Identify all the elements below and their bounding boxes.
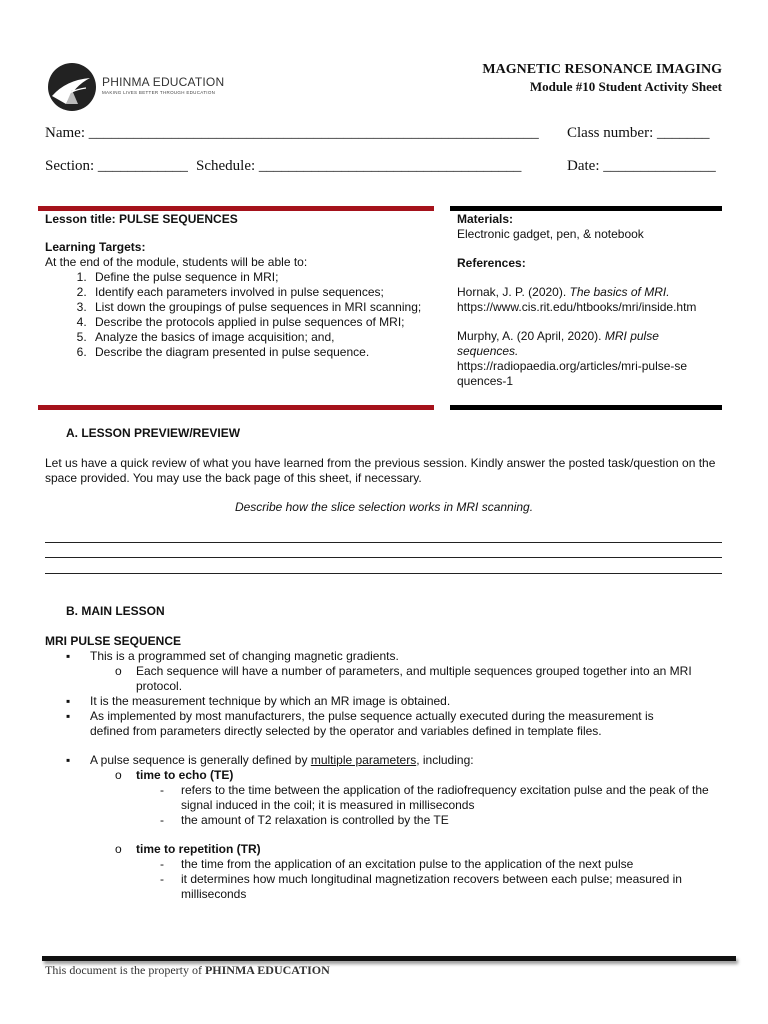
bullet-multiple-parameters-pre: A pulse sequence is generally defined by — [90, 753, 311, 767]
reference-2-title: MRI pulse sequences. — [457, 329, 659, 358]
section-a-body: Let us have a quick review of what you have learned from the previous session. Kindly answer the posted task/question on the space provided. You may use the back page of this sheet, if necessary. — [45, 456, 716, 485]
date-field[interactable]: Date: _______________ — [567, 158, 716, 174]
te-label: time to echo (TE) — [136, 768, 234, 782]
bullet-sequence-parameters: Each sequence will have a number of parameters, and multiple sequences grouped together into an MRI protocol. — [136, 664, 692, 693]
reference-2 — [457, 329, 719, 359]
phinma-emblem-icon — [46, 60, 100, 114]
learning-target: 3. List down the groupings of pulse sequences in MRI scanning; — [90, 300, 435, 315]
learning-target: 6. Describe the diagram presented in pulse sequence. — [90, 345, 435, 360]
learning-targets-intro: At the end of the module, students will be able to: — [45, 255, 308, 269]
name-field[interactable]: Name: ____________________________________________________________ — [45, 125, 539, 141]
materials-heading: Materials: — [457, 212, 514, 226]
mri-pulse-sequence-heading: MRI PULSE SEQUENCE — [45, 634, 182, 648]
tr-label: time to repetition (TR) — [136, 842, 261, 856]
dash-bullet-icon: - — [160, 857, 164, 871]
dash-bullet-icon: - — [160, 872, 164, 886]
learning-targets-heading: Learning Targets: — [45, 240, 146, 254]
square-bullet-icon: ▪ — [66, 694, 71, 708]
reference-1 — [457, 285, 719, 300]
square-bullet-icon: ▪ — [66, 649, 71, 663]
lesson-title: Lesson title: PULSE SEQUENCES — [45, 212, 238, 226]
lesson-box-bottom-bar — [38, 405, 434, 410]
materials-box-top-bar — [450, 206, 722, 211]
section-field[interactable]: Section: ____________ — [45, 158, 188, 174]
reference-1-author: Hornak, J. P. (2020). — [457, 285, 570, 299]
bullet-programmed-set: This is a programmed set of changing magnetic gradients. — [90, 649, 399, 663]
answer-line[interactable] — [45, 542, 722, 543]
answer-line[interactable] — [45, 557, 722, 558]
square-bullet-icon: ▪ — [66, 753, 71, 767]
footer-bar — [42, 956, 736, 961]
lesson-box — [45, 212, 435, 360]
reference-2-author: Murphy, A. (20 April, 2020). — [457, 329, 605, 343]
materials-box-bottom-bar — [450, 405, 722, 410]
learning-target: 2. Identify each parameters involved in pulse sequences; — [90, 285, 435, 300]
footer-owner: PHINMA EDUCATION — [204, 963, 330, 977]
dash-bullet-icon: - — [160, 813, 164, 827]
references-heading: References: — [457, 256, 526, 270]
answer-line[interactable] — [45, 573, 722, 574]
materials-text: Electronic gadget, pen, & notebook — [457, 227, 644, 241]
footer-text — [45, 963, 330, 978]
circle-bullet-icon: o — [115, 768, 122, 782]
bullet-measurement-technique: It is the measurement technique by which an MR image is obtained. — [90, 694, 451, 708]
learning-target: 1. Define the pulse sequence in MRI; — [90, 270, 435, 285]
materials-box — [457, 212, 719, 389]
multiple-parameters-link[interactable]: multiple parameters — [310, 753, 417, 767]
circle-bullet-icon: o — [115, 664, 122, 678]
circle-bullet-icon: o — [115, 842, 122, 856]
te-t2-relaxation: the amount of T2 relaxation is controlled by the TE — [181, 813, 449, 827]
section-a-heading: A. LESSON PREVIEW/REVIEW — [66, 426, 241, 440]
bullet-manufacturers: As implemented by most manufacturers, the pulse sequence actually executed during the measurement is defined from parameters directly selected by the operator and variables defined in template files. — [90, 709, 654, 738]
brand-tagline: MAKING LIVES BETTER THROUGH EDUCATION — [102, 90, 216, 95]
tr-definition: the time from the application of an excitation pulse to the application of the next pulse — [181, 857, 634, 871]
schedule-field[interactable]: Schedule: ___________________________________ — [196, 158, 522, 174]
phinma-logo — [46, 60, 225, 114]
learning-targets-list — [45, 270, 435, 360]
learning-target: 5. Analyze the basics of image acquisition; and, — [90, 330, 435, 345]
document-title: MAGNETIC RESONANCE IMAGING — [482, 62, 722, 77]
dash-bullet-icon: - — [160, 783, 164, 797]
review-question: Describe how the slice selection works in MRI scanning. — [234, 500, 534, 514]
class-number-field[interactable]: Class number: _______ — [567, 125, 710, 141]
te-definition: refers to the time between the application of the radiofrequency excitation pulse and the peak of the signal induced in the coil; it is measured in milliseconds — [181, 783, 709, 812]
brand-name: PHINMA EDUCATION — [102, 75, 225, 89]
lesson-box-top-bar — [38, 206, 434, 211]
section-b-heading: B. MAIN LESSON — [66, 604, 165, 618]
footer-prefix: This document is the property of — [45, 963, 205, 977]
bullet-multiple-parameters — [90, 753, 720, 768]
reference-1-title: The basics of MRI. — [569, 285, 670, 299]
document-subtitle: Module #10 Student Activity Sheet — [529, 79, 722, 94]
learning-target: 4. Describe the protocols applied in pulse sequences of MRI; — [90, 315, 435, 330]
reference-2-url[interactable]: https://radiopaedia.org/articles/mri-pulse-sequences-1 — [457, 359, 688, 388]
bullet-multiple-parameters-post: , including: — [416, 753, 474, 767]
tr-longitudinal-recovery: it determines how much longitudinal magnetization recovers between each pulse; measured in milliseconds — [181, 872, 682, 901]
square-bullet-icon: ▪ — [66, 709, 71, 723]
reference-1-url[interactable]: https://www.cis.rit.edu/htbooks/mri/inside.htm — [457, 300, 697, 314]
